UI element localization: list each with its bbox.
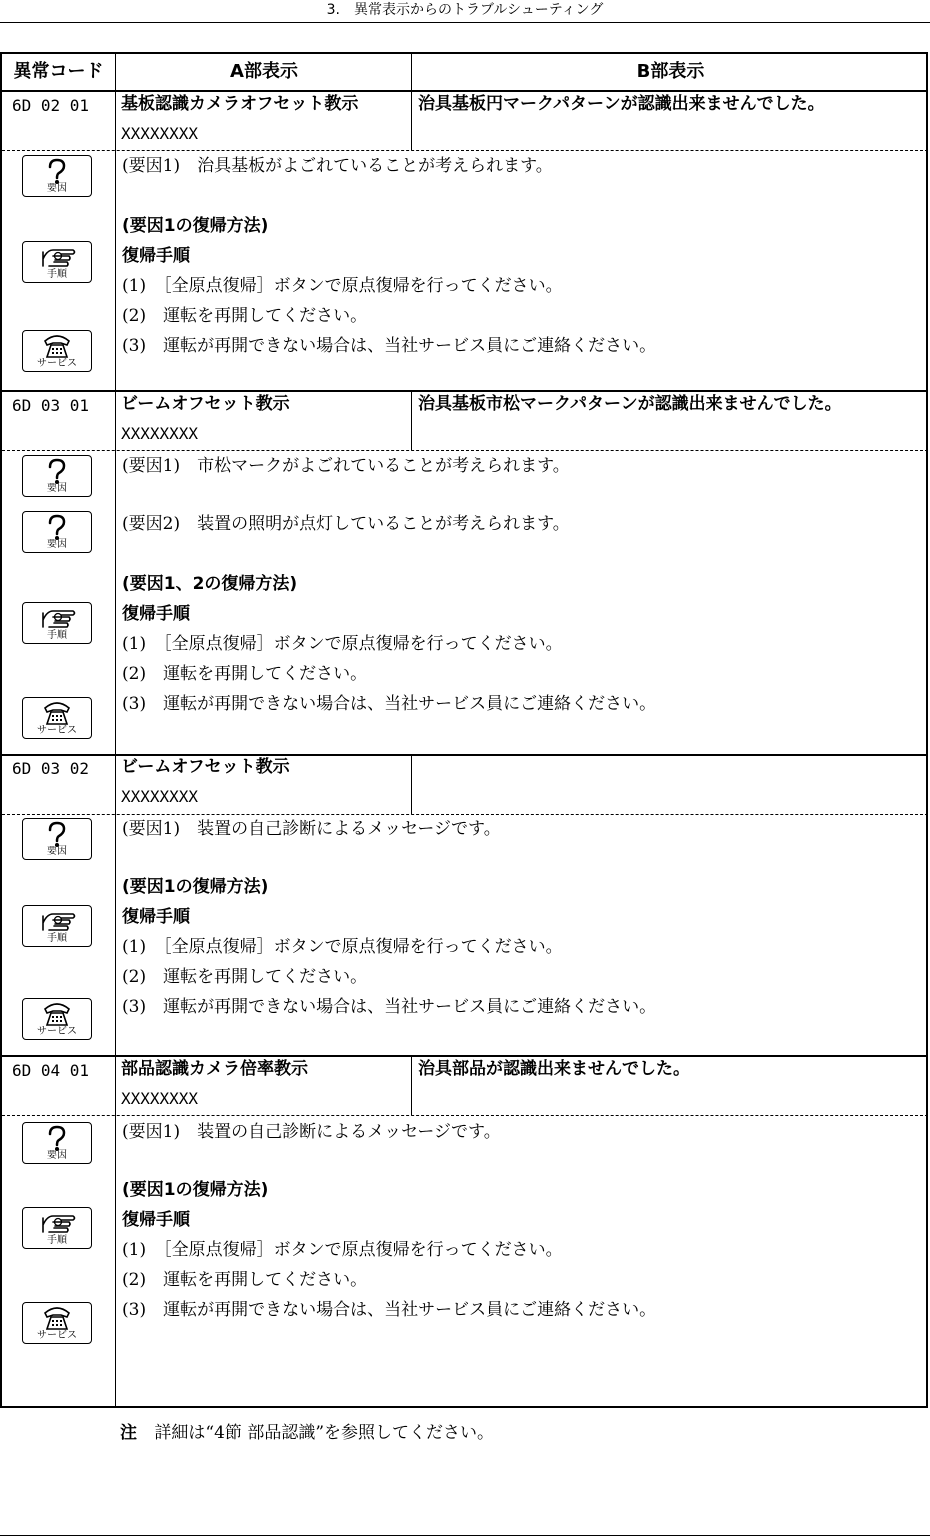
column-header-a: A部表示 (230, 61, 298, 82)
recovery-title: (要因1の復帰方法) (122, 877, 269, 897)
footnote (120, 1418, 494, 1448)
step-3: (3) 運転が再開できない場合は、当社サービス員にご連絡ください。 (122, 694, 657, 714)
a-display-line2: XXXXXXXX (121, 1089, 199, 1108)
b-display: 治具基板市松マークパターンが認識出来ませんでした。 (418, 394, 842, 414)
error-code-table (0, 52, 928, 1408)
recovery-title: (要因1の復帰方法) (122, 1180, 269, 1200)
step-1: (1) ［全原点復帰］ボタンで原点復帰を行ってください。 (122, 937, 563, 957)
footer-rule (0, 1535, 930, 1536)
error-code: 6D 03 01 (12, 396, 90, 415)
icon-label: サービス (37, 358, 77, 369)
icon-label: 手順 (47, 933, 67, 944)
step-2: (2) 運転を再開してください。 (122, 664, 368, 684)
error-code: 6D 03 02 (12, 759, 90, 778)
cause-icon (22, 1122, 92, 1164)
error-code: 6D 04 01 (12, 1061, 90, 1080)
a-display-line2: XXXXXXXX (121, 424, 199, 443)
divider (411, 1055, 412, 1115)
icon-label: 手順 (47, 269, 67, 280)
icon-label: サービス (37, 1026, 77, 1037)
divider (411, 90, 412, 150)
cause-icon (22, 818, 92, 860)
a-display-line1: 基板認識カメラオフセット教示 (121, 94, 359, 114)
procedure-icon (22, 241, 92, 283)
a-display-line1: 部品認識カメラ倍率教示 (121, 1059, 308, 1079)
divider (411, 754, 412, 814)
step-2: (2) 運転を再開してください。 (122, 1270, 368, 1290)
section-title: 3. 異常表示からのトラブルシューティング (326, 2, 604, 18)
page-header (0, 0, 930, 23)
b-display: 治具部品が認識出来ませんでした。 (418, 1059, 690, 1079)
cause-1: (要因1) 装置の自己診断によるメッセージです。 (122, 1122, 501, 1142)
divider (115, 54, 116, 1408)
cause-2: (要因2) 装置の照明が点灯していることが考えられます。 (122, 514, 570, 534)
a-display-line2: XXXXXXXX (121, 124, 199, 143)
step-3: (3) 運転が再開できない場合は、当社サービス員にご連絡ください。 (122, 997, 657, 1017)
note-label: 注 (120, 1423, 137, 1443)
icon-label: 要因 (47, 183, 67, 194)
step-1: (1) ［全原点復帰］ボタンで原点復帰を行ってください。 (122, 276, 563, 296)
note-text: 詳細は“4節 部品認識”を参照してください。 (154, 1423, 495, 1443)
cause-icon (22, 511, 92, 553)
icon-label: 要因 (47, 539, 67, 550)
a-display-line2: XXXXXXXX (121, 787, 199, 806)
step-3: (3) 運転が再開できない場合は、当社サービス員にご連絡ください。 (122, 1300, 657, 1320)
cause-1: (要因1) 治具基板がよごれていることが考えられます。 (122, 156, 553, 176)
icon-label: 手順 (47, 630, 67, 641)
cause-icon (22, 455, 92, 497)
column-header-code: 異常コード (13, 61, 104, 82)
service-icon (22, 998, 92, 1040)
step-1: (1) ［全原点復帰］ボタンで原点復帰を行ってください。 (122, 1240, 563, 1260)
recovery-label: 復帰手順 (122, 246, 190, 266)
cause-1: (要因1) 市松マークがよごれていることが考えられます。 (122, 456, 570, 476)
cause-icon (22, 155, 92, 197)
recovery-title: (要因1の復帰方法) (122, 216, 269, 236)
recovery-label: 復帰手順 (122, 604, 190, 624)
divider (411, 54, 412, 90)
icon-label: サービス (37, 725, 77, 736)
procedure-icon (22, 1207, 92, 1249)
icon-label: 要因 (47, 483, 67, 494)
a-display-line1: ビームオフセット教示 (121, 757, 290, 777)
service-icon (22, 697, 92, 739)
error-code: 6D 02 01 (12, 96, 90, 115)
service-icon (22, 1302, 92, 1344)
b-display: 治具基板円マークパターンが認識出来ませんでした。 (418, 94, 825, 114)
procedure-icon (22, 905, 92, 947)
icon-label: 要因 (47, 1150, 67, 1161)
a-display-line1: ビームオフセット教示 (121, 394, 290, 414)
step-2: (2) 運転を再開してください。 (122, 967, 368, 987)
divider (411, 390, 412, 450)
icon-label: 手順 (47, 1235, 67, 1246)
step-2: (2) 運転を再開してください。 (122, 306, 368, 326)
recovery-title: (要因1、2の復帰方法) (122, 574, 298, 594)
icon-label: サービス (37, 1330, 77, 1341)
column-header-b: B部表示 (636, 61, 705, 82)
step-3: (3) 運転が再開できない場合は、当社サービス員にご連絡ください。 (122, 336, 657, 356)
cause-1: (要因1) 装置の自己診断によるメッセージです。 (122, 819, 501, 839)
recovery-label: 復帰手順 (122, 907, 190, 927)
procedure-icon (22, 602, 92, 644)
icon-label: 要因 (47, 846, 67, 857)
step-1: (1) ［全原点復帰］ボタンで原点復帰を行ってください。 (122, 634, 563, 654)
dashed-divider (2, 1115, 928, 1116)
recovery-label: 復帰手順 (122, 1210, 190, 1230)
service-icon (22, 330, 92, 372)
